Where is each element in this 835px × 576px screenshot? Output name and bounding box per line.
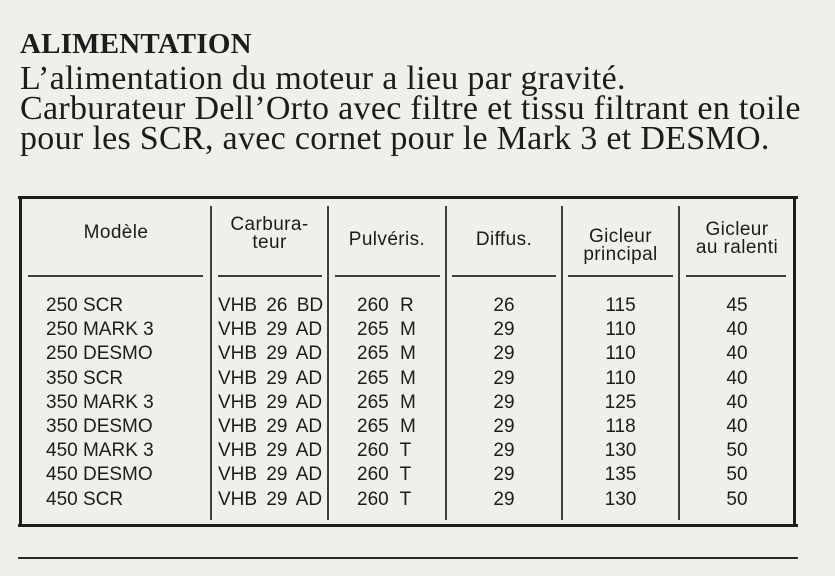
- table-row: [0, 488, 835, 512]
- cell-idle-jet: 50: [726, 440, 748, 462]
- cell-idle-jet: 50: [726, 464, 748, 486]
- table-row: [0, 342, 835, 366]
- header-diffuser: Diffus.: [475, 229, 533, 250]
- cell-idle-jet: 40: [726, 367, 748, 389]
- table-row: [0, 367, 835, 391]
- table-row: [0, 415, 835, 439]
- cell-model: 250 SCR: [46, 295, 124, 316]
- cell-model: 450 DESMO: [46, 464, 153, 486]
- cell-atomizer: 260 T: [357, 440, 412, 462]
- cell-main-jet: 118: [605, 416, 636, 437]
- cell-carburetor: VHB 29 AD: [218, 367, 323, 389]
- paragraph-line: L’alimentation du moteur a lieu par gravité.: [20, 60, 626, 97]
- cell-idle-jet: 50: [726, 488, 748, 510]
- table-row: [0, 391, 835, 415]
- cell-atomizer: 260 T: [357, 488, 412, 510]
- cell-carburetor: VHB 29 AD: [218, 343, 323, 365]
- cell-idle-jet: 45: [726, 295, 748, 316]
- cell-carburetor: VHB 29 AD: [218, 391, 323, 413]
- cell-atomizer: 265 M: [357, 319, 416, 341]
- cell-carburetor: VHB 26 BD: [218, 295, 324, 316]
- cell-diffuser: 29: [493, 319, 515, 341]
- header-underline: [686, 275, 786, 277]
- cell-idle-jet: 40: [726, 391, 748, 413]
- cell-main-jet: 110: [605, 367, 636, 389]
- table-row: [0, 463, 835, 487]
- cell-model: 350 MARK 3: [46, 391, 154, 413]
- header-idle-jet-line-1: Gicleur: [705, 219, 769, 240]
- cell-idle-jet: 40: [726, 343, 748, 365]
- cell-atomizer: 265 M: [357, 391, 416, 413]
- header-underline: [335, 275, 440, 277]
- table-row: [0, 439, 835, 463]
- cell-model: 350 SCR: [46, 367, 124, 389]
- header-atomizer: Pulvéris.: [348, 229, 426, 250]
- cell-model: 350 DESMO: [46, 416, 153, 437]
- cell-atomizer: 265 M: [357, 343, 416, 365]
- header-model: Modèle: [83, 222, 149, 243]
- header-underline: [452, 275, 556, 277]
- cell-diffuser: 29: [493, 391, 515, 413]
- header-main-jet-line-1: Gicleur: [589, 226, 652, 247]
- cell-atomizer: 260 R: [357, 295, 414, 316]
- cell-main-jet: 130: [604, 488, 637, 510]
- paragraph-line: Carburateur Dell’Orto avec filtre et tissu filtrant en toile: [20, 90, 801, 127]
- header-underline: [28, 275, 203, 277]
- cell-main-jet: 110: [605, 319, 636, 341]
- cell-model: 250 DESMO: [46, 343, 153, 365]
- paragraph-line: pour les SCR, avec cornet pour le Mark 3 et DESMO.: [20, 120, 770, 157]
- cell-main-jet: 130: [604, 440, 637, 462]
- header-underline: [568, 275, 673, 277]
- cell-diffuser: 29: [493, 440, 515, 462]
- section-heading: ALIMENTATION: [20, 28, 252, 60]
- cell-model: 450 SCR: [46, 488, 124, 510]
- header-main-jet-line-2: principal: [583, 244, 658, 265]
- cell-atomizer: 265 M: [357, 416, 416, 437]
- cell-main-jet: 125: [604, 391, 637, 413]
- cell-model: 250 MARK 3: [46, 319, 154, 341]
- header-carburetor-line-2: teur: [252, 232, 287, 253]
- cell-idle-jet: 40: [726, 319, 748, 341]
- cell-main-jet: 110: [605, 343, 636, 365]
- cell-carburetor: VHB 29 AD: [218, 464, 323, 486]
- cell-diffuser: 29: [493, 488, 515, 510]
- cell-diffuser: 29: [493, 416, 515, 437]
- cell-model: 450 MARK 3: [46, 440, 154, 462]
- cell-carburetor: VHB 29 AD: [218, 488, 323, 510]
- cell-diffuser: 29: [493, 343, 515, 365]
- cell-diffuser: 26: [493, 295, 515, 316]
- table-row: [0, 294, 835, 318]
- table-bottom-border: [18, 524, 798, 527]
- header-idle-jet-line-2: au ralenti: [695, 237, 779, 258]
- header-carburetor-line-1: Carbura-: [230, 214, 309, 235]
- cell-carburetor: VHB 29 AD: [218, 440, 323, 462]
- page-rule: [18, 557, 798, 559]
- header-underline: [218, 275, 322, 277]
- cell-atomizer: 260 T: [357, 464, 412, 486]
- cell-diffuser: 29: [493, 367, 515, 389]
- table-row: [0, 318, 835, 342]
- cell-diffuser: 29: [493, 464, 515, 486]
- cell-idle-jet: 40: [726, 416, 748, 437]
- cell-carburetor: VHB 29 AD: [218, 319, 323, 341]
- cell-atomizer: 265 M: [357, 367, 416, 389]
- table-top-border: [18, 196, 798, 199]
- cell-main-jet: 135: [604, 464, 637, 486]
- cell-main-jet: 115: [605, 295, 636, 316]
- cell-carburetor: VHB 29 AD: [218, 416, 323, 437]
